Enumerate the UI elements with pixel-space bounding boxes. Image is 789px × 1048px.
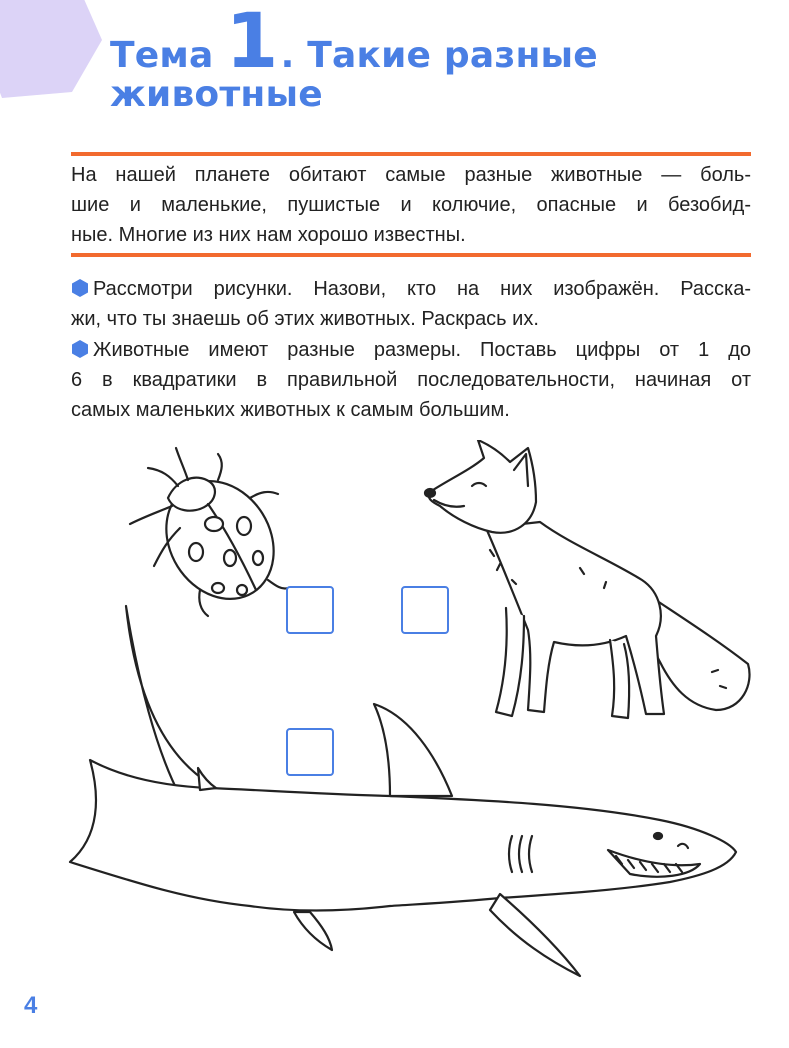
answer-box-shark[interactable] — [286, 728, 334, 776]
top-orange-rule — [71, 152, 751, 156]
shark-illustration — [60, 600, 750, 980]
intro-line: ные. Многие из них нам хорошо известны. — [71, 224, 466, 246]
task-1 — [71, 274, 751, 334]
illustrations-area — [0, 430, 789, 990]
task-2-line: самых маленьких животных к самым большим. — [71, 399, 510, 421]
hexagon-bullet-icon — [71, 279, 89, 297]
answer-box-fox[interactable] — [401, 586, 449, 634]
title-line2: животные — [110, 74, 323, 115]
intro-line: шие и маленькие, пушистые и колючие, опасные и безобид- — [71, 194, 751, 216]
intro-line: На нашей планете обитают самые разные животные — боль- — [71, 164, 751, 186]
answer-box-ladybug[interactable] — [286, 586, 334, 634]
task-2-line: 6 в квадратики в правильной последовательности, начиная от — [71, 369, 751, 391]
task-2-line: Животные имеют разные размеры. Поставь цифры от 1 до — [93, 339, 751, 361]
hexagon-bullet-icon — [71, 340, 89, 358]
task-1-line: Рассмотри рисунки. Назови, кто на них изображён. Расска- — [93, 278, 751, 300]
ladybug-illustration — [118, 440, 298, 620]
title-line1: . Такие разные — [280, 35, 598, 76]
intro-paragraph — [71, 160, 751, 250]
task-1-line: жи, что ты знаешь об этих животных. Раскрась их. — [71, 308, 539, 330]
task-2 — [71, 335, 751, 425]
topic-number: 1 — [225, 0, 279, 85]
page-number: 4 — [24, 992, 38, 1019]
corner-hexagon-decoration — [0, 0, 102, 98]
topic-word: Тема — [110, 35, 214, 76]
bottom-orange-rule — [71, 253, 751, 257]
page-title — [110, 0, 750, 118]
